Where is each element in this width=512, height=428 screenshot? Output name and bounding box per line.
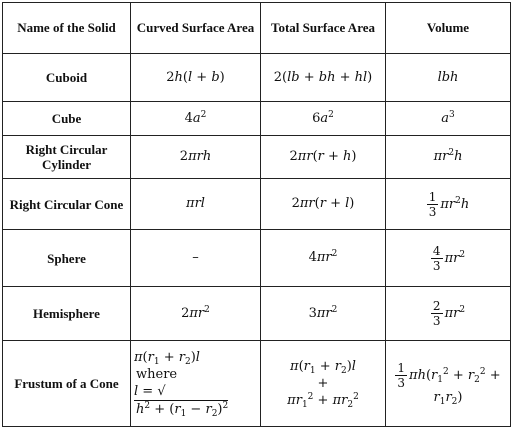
formula-csa: 2πrh <box>131 136 261 179</box>
row-cube <box>3 102 511 136</box>
solid-name: Right Circular Cylinder <box>3 136 131 179</box>
row-sphere <box>3 230 511 287</box>
where-label: where <box>136 367 178 382</box>
formula-csa: $4a^2$ <box>131 102 261 136</box>
formula-tsa: $6a^2$ <box>261 102 386 136</box>
plus-sign: + <box>317 376 329 391</box>
solid-name: Hemisphere <box>3 287 131 341</box>
mensuration-table <box>2 2 511 427</box>
formula-csa: – <box>131 230 261 287</box>
formula-tsa: $3\pi r^2$ <box>261 287 386 341</box>
formula-volume: $\frac{2}{3}$ $\pi r^2$ <box>386 287 511 341</box>
formula-tsa: $\pi(r_1 + r_2)l$ + $\pi r_1^2 + \pi r_2^2$ <box>261 341 386 427</box>
formula-volume: $a^3$ <box>386 102 511 136</box>
solid-name: Cube <box>3 102 131 136</box>
header-tsa: Total Surface Area <box>261 3 386 54</box>
formula-csa: 2h(l + b) <box>131 54 261 102</box>
header-csa: Curved Surface Area <box>131 3 261 54</box>
row-hemisphere <box>3 287 511 341</box>
header-row <box>3 3 511 54</box>
solid-name: Frustum of a Cone <box>3 341 131 427</box>
formula-tsa: 2(lb + bh + hl) <box>261 54 386 102</box>
formula-csa: πrl <box>131 179 261 230</box>
formula-csa: $2\pi r^2$ <box>131 287 261 341</box>
row-frustum <box>3 341 511 427</box>
header-name: Name of the Solid <box>3 3 131 54</box>
formula-volume: $\pi r^2h$ <box>386 136 511 179</box>
formula-volume: $\frac{4}{3}$ $\pi r^2$ <box>386 230 511 287</box>
formula-csa: $\pi(r_1 + r_2)l$ where $l = √h^2 + (r_1 - r_2)^2$ <box>131 341 261 427</box>
solid-name: Cuboid <box>3 54 131 102</box>
solid-name: Right Circular Cone <box>3 179 131 230</box>
row-cylinder <box>3 136 511 179</box>
row-cone <box>3 179 511 230</box>
row-cuboid <box>3 54 511 102</box>
formula-tsa: $4\pi r^2$ <box>261 230 386 287</box>
formula-tsa: 2πr(r + h) <box>261 136 386 179</box>
formula-tsa: 2πr(r + l) <box>261 179 386 230</box>
formula-volume: $\frac{1}{3}$ $\pi r^2h$ <box>386 179 511 230</box>
header-volume: Volume <box>386 3 511 54</box>
formula-volume: lbh <box>386 54 511 102</box>
solid-name: Sphere <box>3 230 131 287</box>
formula-volume: $\frac{1}{3}$ $\pi h(r_1^2 + r_2^2 + r_1r_2)$ <box>386 341 511 427</box>
